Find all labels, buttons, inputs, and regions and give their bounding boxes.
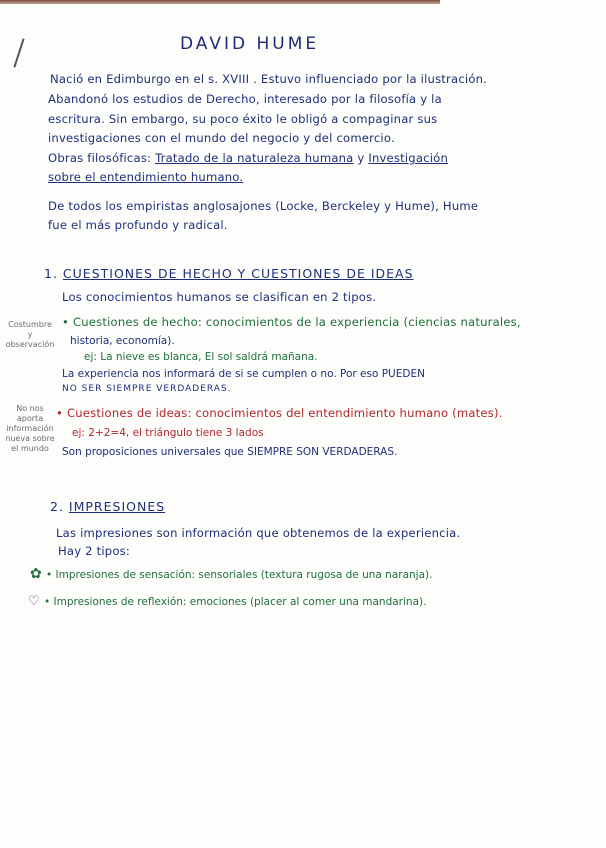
facts-definition-line-2: historia, economía).	[70, 335, 175, 347]
section-1-heading	[44, 266, 414, 281]
facts-note-line-2: NO SER SIEMPRE VERDADERAS.	[62, 384, 232, 394]
top-edge-rule	[0, 0, 440, 4]
flower-icon: ✿	[30, 566, 42, 582]
intro-line-2: Abandonó los estudios de Derecho, interesado por la filosofía y la	[48, 92, 442, 106]
ideas-example: ej: 2+2=4, el triángulo tiene 3 lados	[72, 427, 264, 439]
margin-slash-mark	[13, 38, 24, 67]
sensation-impressions	[46, 569, 432, 581]
section-1-number: 1.	[44, 266, 58, 281]
margin-note-line: información	[6, 424, 54, 433]
section-2-number: 2.	[50, 499, 64, 514]
works-connector: y	[357, 151, 365, 165]
works-line	[48, 151, 448, 165]
facts-example: ej: La nieve es blanca, El sol saldrá mañana.	[84, 351, 318, 363]
empiricists-line-2: fue el más profundo y radical.	[48, 218, 228, 232]
reflection-text: Impresiones de reflexión: emociones (placer al comer una mandarina).	[53, 596, 427, 608]
margin-note-line: No nos	[16, 404, 44, 413]
margin-note-line: el mundo	[11, 444, 49, 453]
ideas-note: Son proposiciones universales que SIEMPRE SON VERDADERAS.	[62, 446, 398, 458]
works-label: Obras filosóficas:	[48, 151, 152, 165]
heart-icon: ♡	[28, 594, 40, 609]
page-title: DAVID HUME	[180, 34, 320, 54]
section-2-heading	[50, 499, 165, 514]
section-1-intro: Los conocimientos humanos se clasifican en 2 tipos.	[62, 290, 377, 304]
reflection-impressions	[44, 596, 426, 608]
margin-note-line: nueva sobre	[5, 434, 55, 443]
margin-note-custom-line: observación	[5, 340, 55, 349]
margin-note-line: aporta	[16, 414, 44, 423]
bullet-dot: •	[56, 406, 64, 420]
facts-definition-text: Cuestiones de hecho: conocimientos de la experiencia (ciencias naturales,	[72, 315, 521, 329]
work-treatise: Tratado de la naturaleza humana	[155, 151, 354, 165]
empiricists-line-1: De todos los empiristas anglosajones (Locke, Berckeley y Hume), Hume	[48, 199, 479, 213]
sensation-text: Impresiones de sensación: sensoriales (textura rugosa de una naranja).	[55, 569, 433, 581]
intro-line-1: Nació en Edimburgo en el s. XVIII . Estuvo influenciado por la ilustración.	[50, 72, 488, 86]
ideas-definition	[56, 406, 503, 420]
bullet-dot: •	[44, 596, 51, 608]
section-2-intro-line-1: Las impresiones son información que obtenemos de la experiencia.	[56, 526, 461, 540]
facts-definition-line-1	[62, 315, 521, 329]
margin-note-no-new-info	[4, 404, 56, 454]
section-2-title: IMPRESIONES	[68, 499, 166, 514]
section-2-intro-line-2: Hay 2 tipos:	[58, 544, 130, 558]
margin-note-custom-line: Costumbre	[8, 320, 52, 329]
section-1-title: CUESTIONES DE HECHO Y CUESTIONES DE IDEAS	[62, 266, 414, 281]
bullet-dot: •	[46, 569, 53, 581]
margin-note-custom	[4, 320, 56, 350]
margin-note-custom-line: y	[27, 330, 33, 339]
ideas-definition-text: Cuestiones de ideas: conocimientos del entendimiento humano (mates).	[66, 406, 503, 420]
work-enquiry-start: Investigación	[368, 151, 448, 165]
work-enquiry-end: sobre el entendimiento humano.	[48, 170, 244, 184]
bullet-dot: •	[62, 315, 70, 329]
facts-note-line-1: La experiencia nos informará de si se cumplen o no. Por eso PUEDEN	[62, 368, 425, 380]
intro-line-4: investigaciones con el mundo del negocio y del comercio.	[48, 131, 395, 145]
intro-line-3: escritura. Sin embargo, su poco éxito le obligó a compaginar sus	[48, 112, 438, 126]
